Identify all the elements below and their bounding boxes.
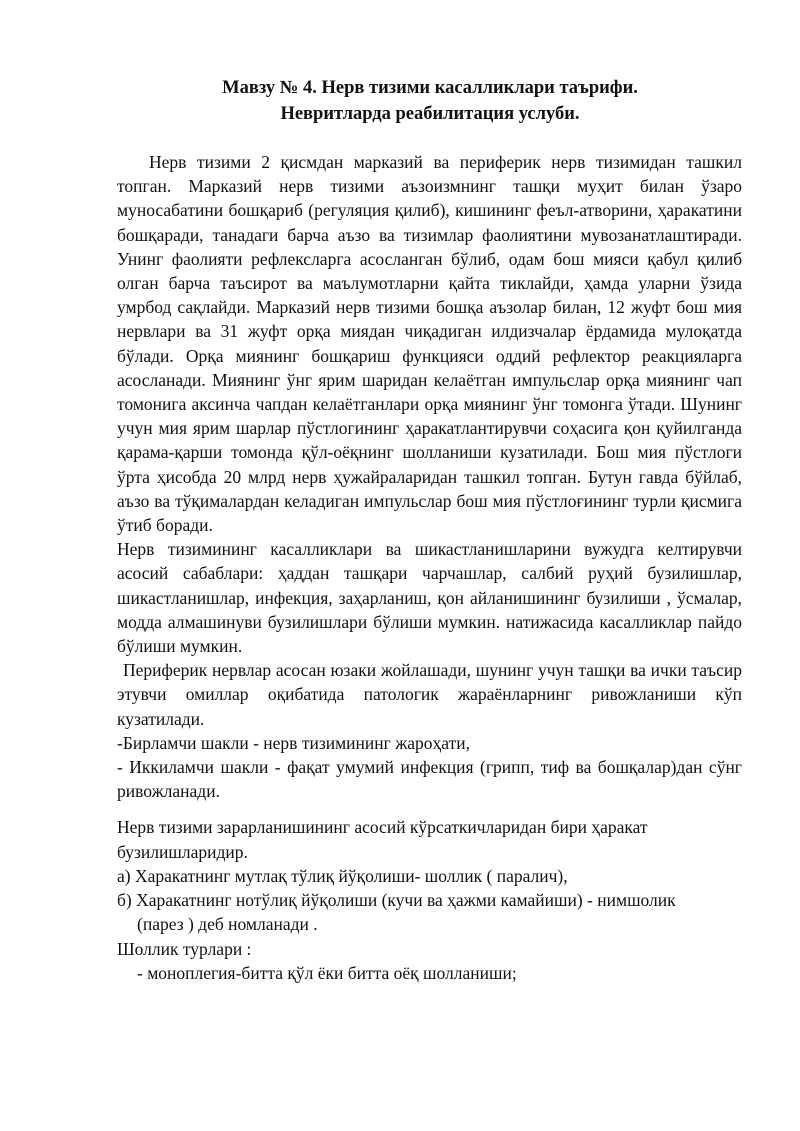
paragraph-causes: Нерв тизимининг касалликлари ва шикастланишларини вужудга келтирувчи асосий сабаблари: ҳаддан ташқари чарчашлар, салбий руҳий бузилишлар, шикастланишлар, инфекция, заҳарланиш, қон айланишининг бузилиши , ўсмалар, модда алмашинуви бузилишлари бўлиши мумкин. натижасида касалликлар пайдо бўлиши мумкин. (117, 539, 742, 657)
paragraph-nervous-system: Нерв тизими 2 қисмдан марказий ва периферик нерв тизимидан ташкил топган. Марказий нерв тизими аъзоизмнинг ташқи муҳит билан ўзаро муносабатини бошқариб (регуляция қилиб), кишининг феъл-атворини, ҳаракатини бошқаради, танадаги барча аъзо ва тизимлар фаолиятини мувозанатлаштиради. Унинг фаолияти рефлексларга асосланган бўлиб, одам бош мияси қабул қилиб олган барча таъсирот ва маълумотларни қайта тиклайди, ҳамда уларни ўзида умрбод сақлайди. Марказий нерв тизими бошқа аъзолар билан, 12 жуфт бош мия нервлари ва 31 жуфт орқа миядан чиқадиган илдизчалар ёрдамида мулоқатда бўлади. Орқа миянинг бошқариш функцияси оддий рефлектор реакцияларга асосланади. Миянинг ўнг ярим шаридан келаётган импульслар орқа миянинг чап томонига аксинча чапдан келаётганлари орқа миянинг ўнг томонга ўтади. Шунинг учун мия ярим шарлар пўстлогининг ҳаракатлантирувчи соҳасига қон қуйилганда қарама-қарши томонда қўл-оёқнинг шолланиши кузатилади. Бош мия пўстлоги ўрта ҳисобда 20 млрд нерв ҳужайраларидан ташкил топган. Бутун гавда бўйлаб, аъзо ва тўқималардан келадиган импульслар бош мия пўстлоғининг турли қисмига ўтиб боради. (117, 152, 742, 536)
list-item-a: а) Харакатнинг мутлақ тўлиқ йўқолиши- шоллик ( паралич), (117, 865, 568, 886)
document-title (110, 75, 750, 127)
paragraph-primary-form: -Бирламчи шакли - нерв тизимининг жароҳати, (117, 732, 471, 753)
paralysis-types-heading: Шоллик турлари : (117, 938, 252, 959)
paragraph-secondary-form: - Иккиламчи шакли - фақат умумий инфекция (грипп, тиф ва бошқалар)дан сўнг ривожланади. (117, 757, 742, 802)
list-item-b-continued: (парез ) деб номланади . (137, 914, 318, 935)
document-body (117, 150, 742, 985)
list-item-monoplegia: - моноплегия-битта қўл ёки битта оёқ шолланиши; (137, 962, 517, 983)
list-item-b: б) Харакатнинг нотўлиқ йўқолиши (кучи ва ҳажми камайиши) - нимшолик (117, 890, 676, 911)
paragraph-peripheral-nerves: Периферик нервлар асосан юзаки жойлашади, шунинг учун ташқи ва ички таъсир этувчи омиллар оқибатида патологик жараёнларнинг ривожланиши кўп кузатилади. (117, 660, 742, 729)
paragraph-movement-disorders: Нерв тизими зарарланишининг асосий кўрсаткичларидан бири ҳаракат бузилишларидир. (117, 817, 648, 862)
title-line-2: Невритларда реабилитация услуби. (280, 104, 580, 124)
title-line-1: Мавзу № 4. Нерв тизими касалликлари таърифи. (222, 78, 638, 98)
